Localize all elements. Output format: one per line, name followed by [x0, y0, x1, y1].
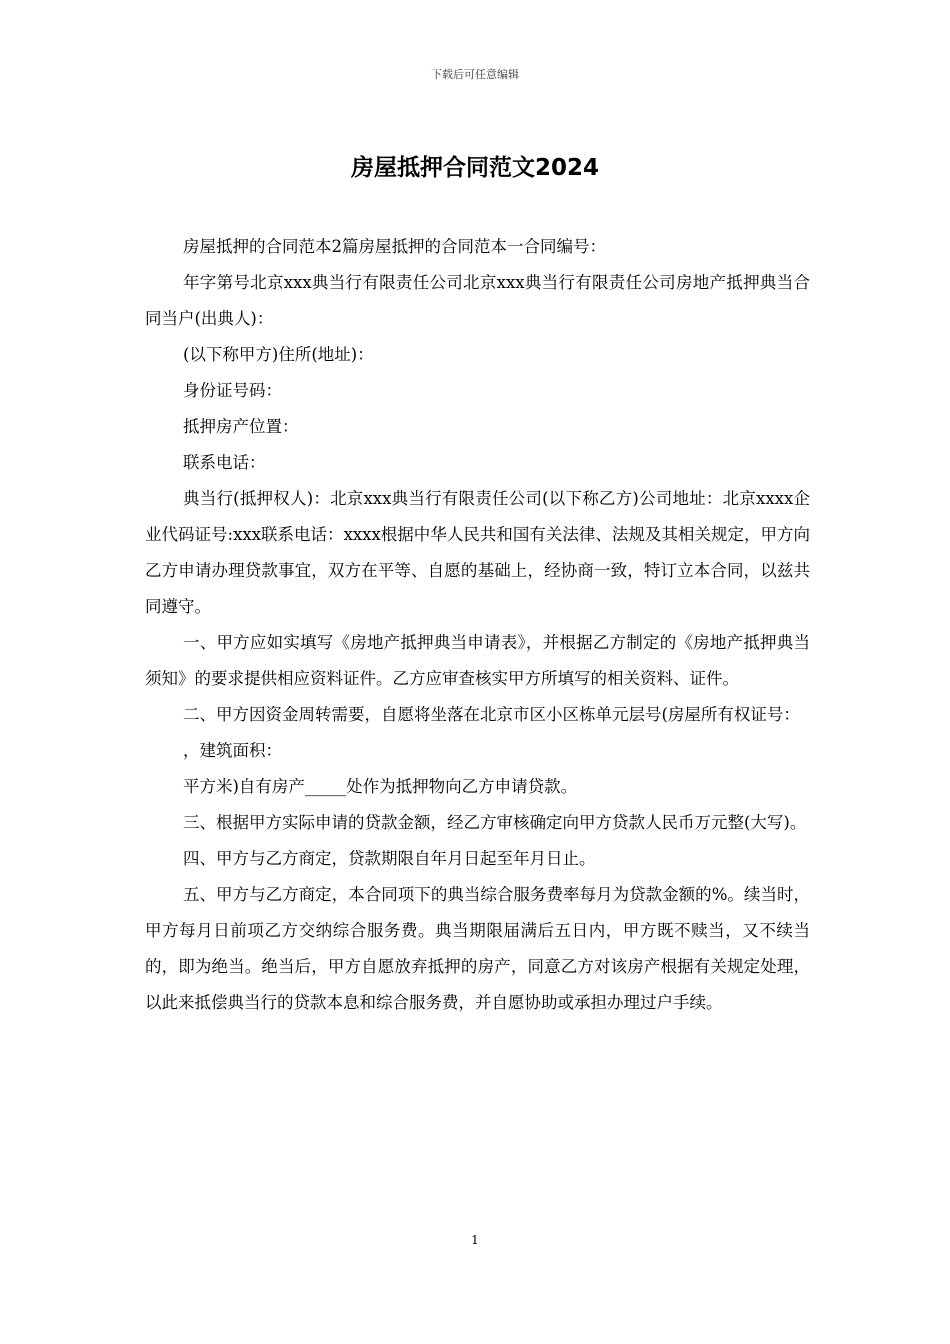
- document-title: 房屋抵押合同范文2024: [350, 155, 599, 181]
- paragraph: 年字第号北京xxx典当行有限责任公司北京xxx典当行有限责任公司房地产抵押典当合同当户(出典人)：: [145, 273, 810, 328]
- paragraph: ，建筑面积：: [183, 741, 282, 760]
- paragraph: 平方米)自有房产_____处作为抵押物向乙方申请贷款。: [183, 777, 578, 796]
- paragraph: 二、甲方因资金周转需要，自愿将坐落在北京市区小区栋单元层号(房屋所有权证号：: [183, 705, 800, 724]
- header-note: 下载后可任意编辑: [431, 68, 519, 81]
- page-number: 1: [471, 1233, 479, 1247]
- paragraph: 抵押房产位置：: [183, 417, 299, 436]
- paragraph: 一、甲方应如实填写《房地产抵押典当申请表》，并根据乙方制定的《房地产抵押典当须知》的要求提供相应资料证件。乙方应审查核实甲方所填写的相关资料、证件。: [145, 633, 810, 688]
- paragraph: 联系电话：: [183, 453, 266, 472]
- paragraph: 五、甲方与乙方商定，本合同项下的典当综合服务费率每月为贷款金额的%。续当时，甲方每月日前项乙方交纳综合服务费。典当期限届满后五日内，甲方既不赎当，又不续当的，即为绝当。绝当后，甲方自愿放弃抵押的房产，同意乙方对该房产根据有关规定处理，以此来抵偿典当行的贷款本息和综合服务费，并自愿协助或承担办理过户手续。: [145, 885, 810, 1012]
- paragraph: 典当行(抵押权人)：北京xxx典当行有限责任公司(以下称乙方)公司地址：北京xxxx企业代码证号:xxx联系电话：xxxx根据中华人民共和国有关法律、法规及其相关规定，甲方向乙方申请办理贷款事宜，双方在平等、自愿的基础上，经协商一致，特订立本合同，以兹共同遵守。: [145, 489, 810, 616]
- paragraph: 四、甲方与乙方商定，贷款期限自年月日起至年月日止。: [183, 849, 596, 868]
- paragraph: 房屋抵押的合同范本2篇房屋抵押的合同范本一合同编号：: [183, 237, 606, 256]
- paragraph: (以下称甲方)住所(地址)：: [183, 345, 374, 364]
- paragraph: 身份证号码：: [183, 381, 282, 400]
- paragraph: 三、根据甲方实际申请的贷款金额，经乙方审核确定向甲方贷款人民币万元整(大写)。: [183, 813, 807, 832]
- document-body: [145, 229, 810, 1021]
